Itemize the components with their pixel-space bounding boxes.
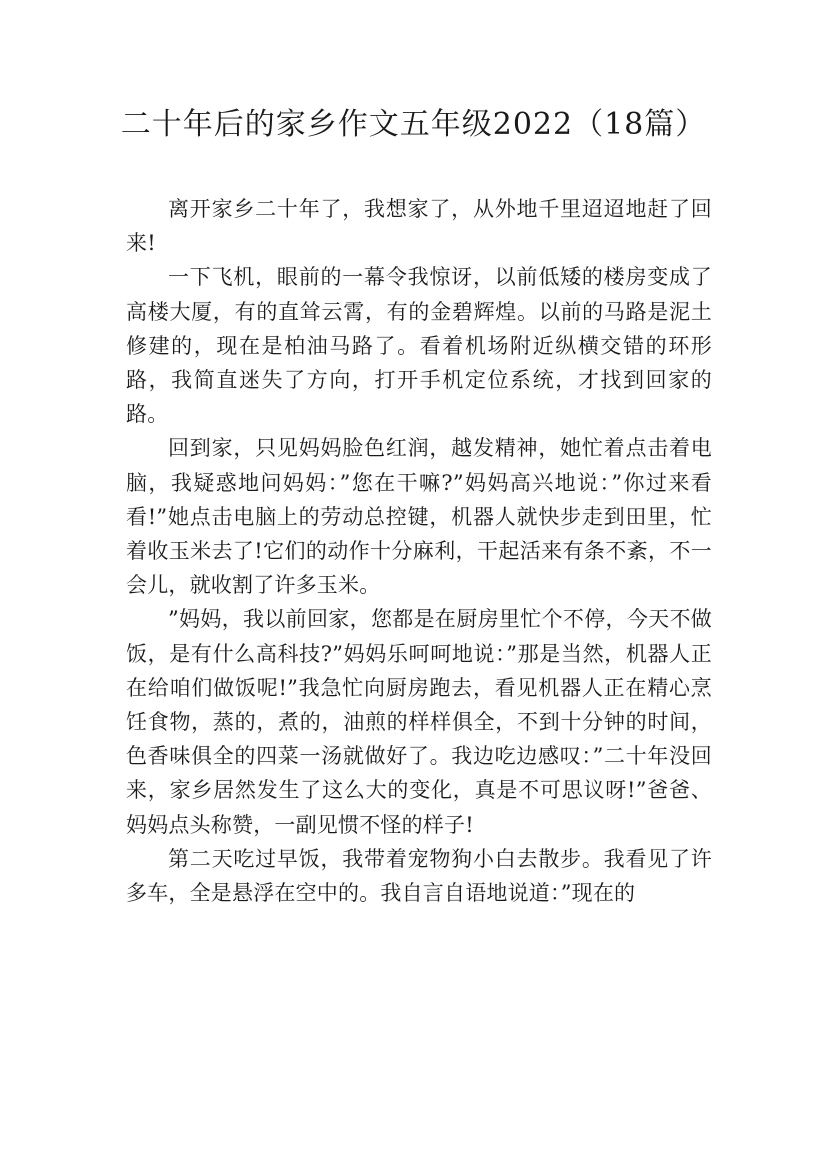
paragraph: 一下飞机，眼前的一幕令我惊讶，以前低矮的楼房变成了高楼大厦，有的直耸云霄，有的金碧辉煌。以前的马路是泥土修建的，现在是柏油马路了。看着机场附近纵横交错的环形路，我简直迷失了方向，打开手机定位系统，才找到回家的路。 xyxy=(126,265,712,427)
paragraph: ”妈妈，我以前回家，您都是在厨房里忙个不停，今天不做饭，是有什么高科技?”妈妈乐呵呵地说：”那是当然，机器人正在给咱们做饭呢!”我急忙向厨房跑去，看见机器人正在精心烹饪食物，蒸的，煮的，油煎的样样俱全，不到十分钟的时间，色香味俱全的四菜一汤就做好了。我边吃边感叹：”二十年没回来，家乡居然发生了这么大的变化，真是不可思议呀!”爸爸、妈妈点头称赞，一副见惯不怪的样子! xyxy=(126,607,712,837)
paragraph: 回到家，只见妈妈脸色红润，越发精神，她忙着点击着电脑，我疑惑地问妈妈：”您在干嘛?”妈妈高兴地说：”你过来看看!”她点击电脑上的劳动总控键，机器人就快步走到田里，忙着收玉米去了!它们的动作十分麻利，干起活来有条不紊，不一会儿，就收割了许多玉米。 xyxy=(126,436,712,598)
paragraph: 第二天吃过早饭，我带着宠物狗小白去散步。我看见了许多车，全是悬浮在空中的。我自言自语地说道：”现在的 xyxy=(126,846,712,906)
document-title: 二十年后的家乡作文五年级2022（18篇） xyxy=(120,107,707,142)
document-body xyxy=(126,192,712,910)
paragraph: 离开家乡二十年了，我想家了，从外地千里迢迢地赶了回来! xyxy=(126,197,712,256)
